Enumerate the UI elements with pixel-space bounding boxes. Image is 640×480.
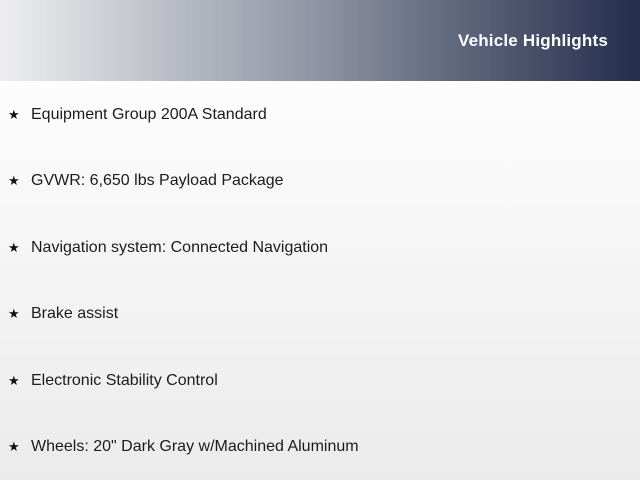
star-icon: ★ bbox=[8, 173, 20, 189]
item-label: Navigation system: Connected Navigation bbox=[31, 238, 329, 256]
list-item bbox=[0, 304, 640, 323]
star-icon: ★ bbox=[8, 439, 20, 455]
item-label: Wheels: 20" Dark Gray w/Machined Aluminum bbox=[31, 438, 359, 456]
list-item bbox=[0, 171, 640, 190]
item-label: Electronic Stability Control bbox=[31, 371, 218, 389]
item-label: GVWR: 6,650 lbs Payload Package bbox=[31, 172, 284, 190]
star-icon: ★ bbox=[8, 106, 20, 122]
header-banner bbox=[0, 0, 640, 81]
star-icon: ★ bbox=[8, 306, 20, 322]
star-icon: ★ bbox=[8, 372, 20, 388]
star-icon: ★ bbox=[8, 239, 20, 255]
list-item bbox=[0, 238, 640, 257]
list-item bbox=[0, 437, 640, 456]
item-label: Brake assist bbox=[31, 305, 119, 323]
highlights-list bbox=[0, 81, 640, 480]
list-item bbox=[0, 105, 640, 124]
page-title: Vehicle Highlights bbox=[457, 30, 608, 50]
list-item bbox=[0, 371, 640, 390]
item-label: Equipment Group 200A Standard bbox=[31, 105, 267, 123]
